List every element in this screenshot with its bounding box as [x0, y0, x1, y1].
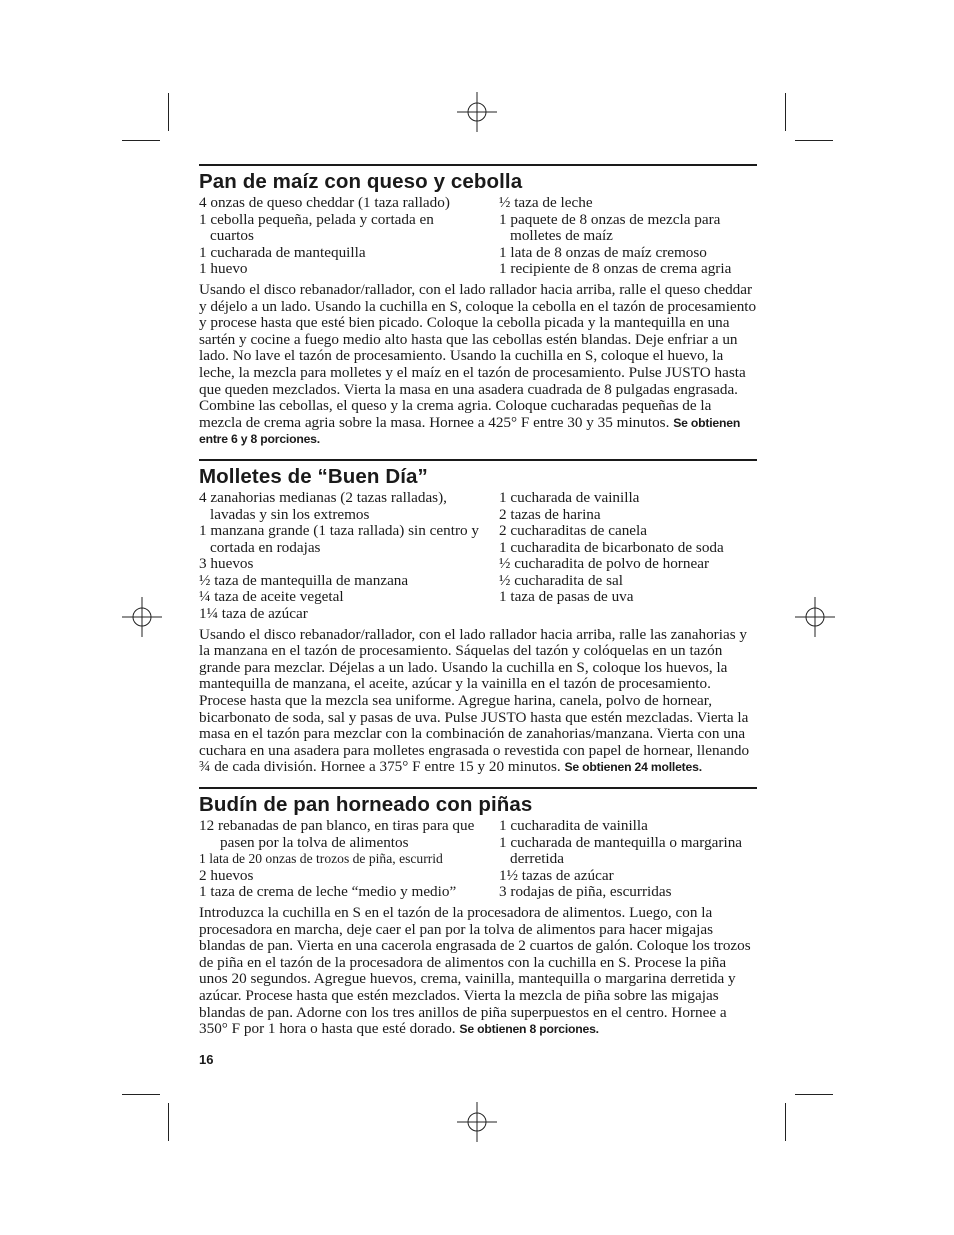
recipe-yield: Se obtienen 24 molletes.: [564, 760, 702, 775]
recipe-yield: Se obtienen 8 porciones.: [459, 1022, 599, 1037]
recipe-title: Pan de maíz con queso y cebolla: [199, 170, 523, 193]
instructions-text: Introduzca la cuchilla en S en el tazón de la procesadora de alimentos. Luego, con la procesadora en marcha, deje caer el pan por la tolva de alimentos para hacer migajas blandas de pan. Vierta en una cacerola engrasada de 2 cuartos de galón. Coloque los trozos de piña en el tazón de la procesadora de alimentos con la cuchilla en S. Procese la piña unos 20 segundos. Agregue huevos, crema, vainilla, mantequilla o margarina derretida y azúcar. Procese hasta que estén mezclados. Vierta la mezcla de piña sobre las migajas blandas de pan. Adorne con los tres anillos de piña superpuestos en el centro. Hornee a 350° F por 1 hora o hasta que esté dorado.: [199, 903, 751, 1038]
ingredient: 1 cucharada de mantequilla: [199, 243, 366, 261]
ingredient: ½ taza de leche: [499, 194, 593, 211]
ingredients-left: [199, 490, 481, 623]
ingredient: 1 cucharada de mantequilla o margarina derretida: [499, 833, 743, 868]
recipe-pineapple-bread-pudding: [199, 787, 757, 1038]
recipe-instructions: [199, 905, 757, 1038]
recipe-cornbread: [199, 164, 757, 448]
registration-mark-icon: [795, 597, 835, 637]
crop-mark: [168, 1103, 169, 1141]
ingredient: 2 tazas de harina: [499, 505, 601, 523]
crop-mark: [785, 1103, 786, 1141]
instructions-text: Usando el disco rebanador/rallador, con el lado rallador hacia arriba, ralle las zanahorias y la manzana en el tazón de procesamiento. Sáquelas del tazón y colóquelas en un tazón grande para mezclar. Déjelas a un lado. Usando la cuchilla en S, coloque los huevos, la mantequilla de manzana, el aceite, azúcar y la vainilla en el tazón de procesamiento. Procese hasta que la mezcla sea uniforme. Agregue harina, canela, polvo de hornear, bicarbonato de soda, sal y pasas de uva. Pulse JUSTO hasta que estén mezcladas. Vierta la masa en el tazón para mezclar con la combinación de zanahorias/manzana. Vierta con una cuchara en una asadera para molletes engrasada o revestida con papel de hornear, llenando ¾ de cada división. Hornee a 375° F entre 15 y 20 minutos.: [199, 625, 750, 776]
ingredients-left: [199, 818, 481, 901]
ingredient: ½ taza de mantequilla de manzana: [199, 571, 409, 589]
recipe-title: Budín de pan horneado con piñas: [199, 793, 533, 816]
ingredient: 3 huevos: [199, 555, 254, 573]
ingredient: 1 lata de 8 onzas de maíz cremoso: [499, 243, 707, 261]
ingredients-right: [499, 818, 757, 901]
registration-mark-icon: [457, 1102, 497, 1142]
ingredient: 1½ tazas de azúcar: [499, 866, 614, 884]
ingredient: 1 taza de crema de leche “medio y medio”: [199, 883, 457, 901]
ingredient: 1 cucharada de vainilla: [499, 488, 640, 506]
recipe-instructions: [199, 282, 757, 448]
ingredient: 1 manzana grande (1 taza rallada) sin centro y cortada en rodajas: [199, 522, 479, 556]
registration-mark-icon: [457, 92, 497, 132]
recipe-page: [199, 164, 757, 1038]
ingredient: 2 huevos: [199, 866, 254, 884]
recipe-muffins: [199, 459, 757, 776]
ingredient: 1 paquete de 8 onzas de mezcla para molletes de maíz: [499, 210, 721, 245]
ingredient: 1 recipiente de 8 onzas de crema agria: [499, 260, 732, 278]
ingredient: 3 rodajas de piña, escurridas: [499, 883, 672, 901]
ingredient: 4 onzas de queso cheddar (1 taza rallado): [199, 194, 450, 211]
ingredient: 1 cucharadita de vainilla: [499, 817, 648, 834]
ingredient: ½ cucharadita de polvo de hornear: [499, 555, 709, 573]
page-number: 16: [199, 1052, 214, 1067]
ingredient: 1 taza de pasas de uva: [499, 588, 634, 606]
ingredient: 1 huevo: [199, 260, 248, 278]
ingredient: ¼ taza de aceite vegetal: [199, 588, 344, 606]
ingredients: [199, 490, 757, 623]
ingredients-right: [499, 490, 757, 623]
ingredient: 2 cucharaditas de canela: [499, 522, 647, 540]
crop-mark: [168, 93, 169, 131]
ingredient: 1 cucharadita de bicarbonato de soda: [499, 538, 724, 556]
ingredient: 4 zanahorias medianas (2 tazas ralladas), lavadas y sin los extremos: [199, 488, 447, 523]
registration-mark-icon: [122, 597, 162, 637]
recipe-title: Molletes de “Buen Día”: [199, 464, 428, 488]
crop-mark: [795, 140, 833, 141]
ingredient: 1 cebolla pequeña, pelada y cortada en cuartos: [199, 210, 434, 245]
crop-mark: [122, 1094, 160, 1095]
ingredients-right: [499, 195, 757, 278]
ingredient: 1 lata de 20 onzas de trozos de piña, escurrid: [199, 851, 443, 867]
crop-mark: [795, 1094, 833, 1095]
recipe-instructions: [199, 627, 757, 776]
ingredient: 12 rebanadas de pan blanco, en tiras para que pasen por la tolva de alimentos: [199, 817, 475, 851]
recipe-yield: Se obtienen entre 6 y 8 porciones.: [199, 415, 741, 447]
crop-mark: [122, 140, 160, 141]
ingredient: 1¼ taza de azúcar: [199, 605, 308, 623]
ingredients: [199, 818, 757, 901]
ingredients-left: [199, 195, 481, 278]
instructions-text: Usando el disco rebanador/rallador, con el lado rallador hacia arriba, ralle el queso cheddar y déjelo a un lado. Usando la cuchilla en S, coloque la cebolla en el tazón de procesamiento y procese hasta que esté bien picado. Coloque la cebolla picada y la mantequilla en una sartén y cocine a fuego medio alto hasta que las cebollas estén blandas. Deje enfriar a un lado. No lave el tazón de procesamiento. Usando la cuchilla en S, coloque el huevo, la leche, la mezcla para molletes y el maíz en el tazón de procesamiento. Pulse JUSTO hasta que queden mezclados. Vierta la masa en una asadera cuadrada de 8 pulgadas engrasada. Combine las cebollas, el queso y la crema agria. Coloque cucharadas pequeñas de la mezcla de crema agria sobre la masa. Hornee a 425° F entre 30 y 35 minutos.: [199, 280, 757, 431]
ingredients: [199, 195, 757, 278]
ingredient: ½ cucharadita de sal: [499, 571, 623, 589]
crop-mark: [785, 93, 786, 131]
